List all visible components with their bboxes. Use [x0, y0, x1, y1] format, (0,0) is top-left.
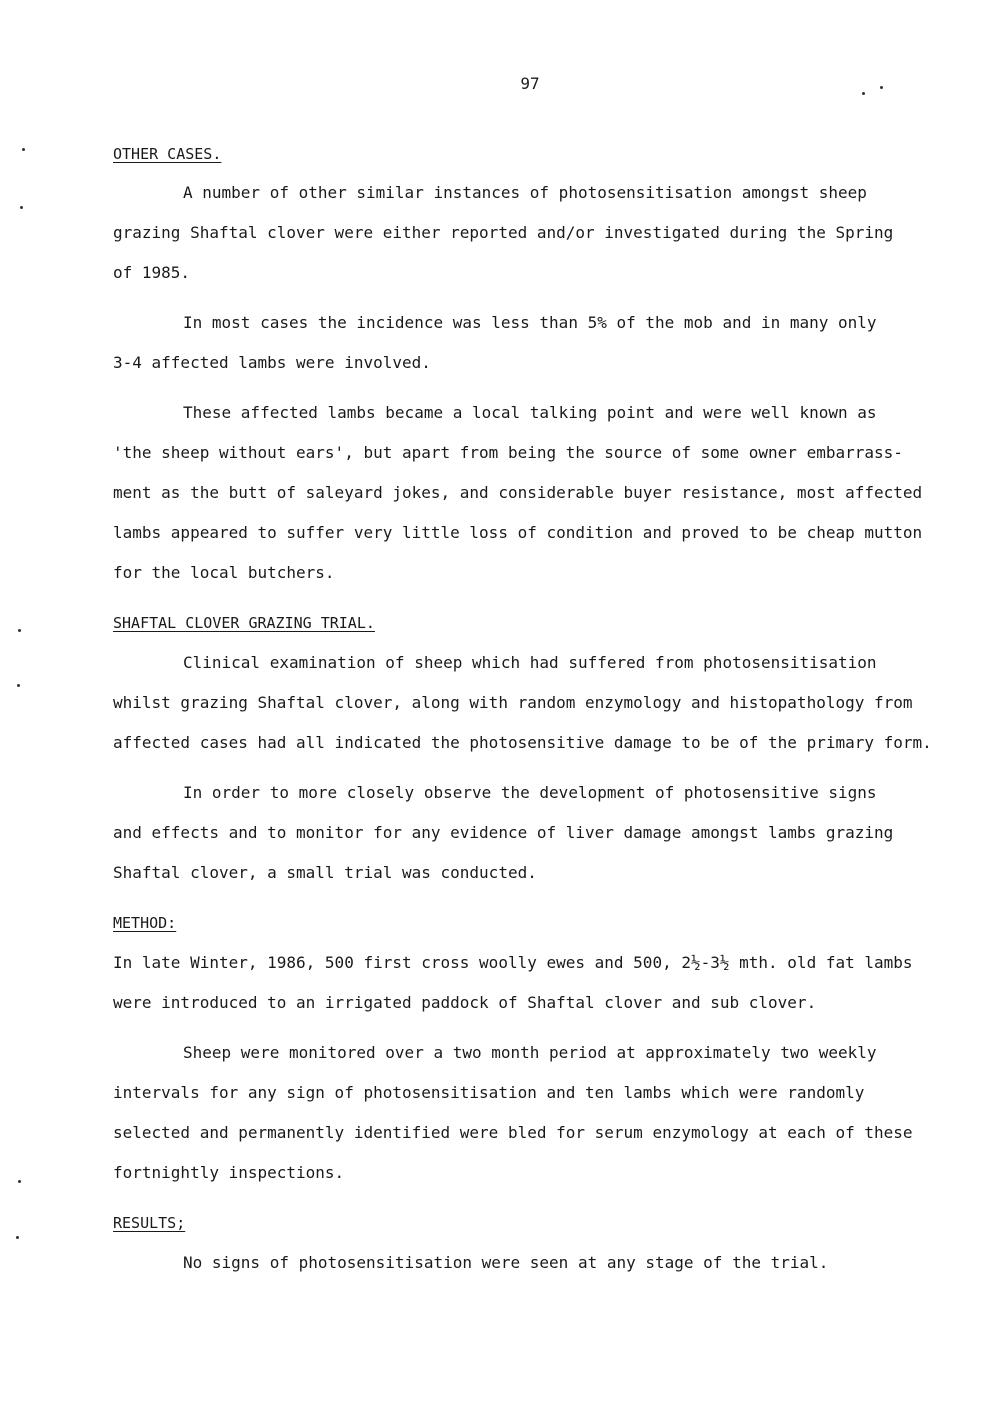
text-line: 3-4 affected lambs were involved.: [113, 353, 431, 372]
text-line: Sheep were monitored over a two month period at approximately two weekly: [183, 1043, 877, 1062]
text-line: In most cases the incidence was less than 5% of the mob and in many only: [183, 313, 877, 332]
text-line: selected and permanently identified were bled for serum enzymology at each of these: [113, 1123, 913, 1142]
scan-speck: [18, 1180, 21, 1183]
text-line: Shaftal clover, a small trial was conducted.: [113, 863, 537, 882]
text-line: Clinical examination of sheep which had suffered from photosensitisation: [183, 653, 877, 672]
text-line: grazing Shaftal clover were either reported and/or investigated during the Spring: [113, 223, 894, 242]
text-line: of 1985.: [113, 263, 191, 282]
scan-speck: [20, 206, 23, 209]
text-line: These affected lambs became a local talking point and were well known as: [183, 403, 877, 422]
text-line: and effects and to monitor for any evidence of liver damage amongst lambs grazing: [113, 823, 894, 842]
text-line: ment as the butt of saleyard jokes, and considerable buyer resistance, most affected: [113, 483, 923, 502]
text-line: In order to more closely observe the development of photosensitive signs: [183, 783, 877, 802]
scan-speck: [17, 684, 20, 687]
heading-method: METHOD:: [113, 914, 177, 932]
text-line: were introduced to an irrigated paddock of Shaftal clover and sub clover.: [113, 993, 817, 1012]
page-number: 97: [520, 74, 540, 93]
text-line: No signs of photosensitisation were seen at any stage of the trial.: [183, 1253, 829, 1272]
text-line: A number of other similar instances of photosensitisation amongst sheep: [183, 183, 867, 202]
heading-other-cases: OTHER CASES.: [113, 145, 222, 163]
text-line: In late Winter, 1986, 500 first cross woolly ewes and 500, 2½-3½ mth. old fat lambs: [113, 953, 913, 972]
text-line: for the local butchers.: [113, 563, 335, 582]
scan-speck: [862, 92, 865, 95]
text-line: lambs appeared to suffer very little loss of condition and proved to be cheap mutton: [113, 523, 923, 542]
heading-results: RESULTS;: [113, 1214, 186, 1232]
text-line: whilst grazing Shaftal clover, along with random enzymology and histopathology from: [113, 693, 913, 712]
scan-speck: [880, 86, 883, 89]
scan-speck: [22, 148, 25, 151]
text-line: intervals for any sign of photosensitisation and ten lambs which were randomly: [113, 1083, 865, 1102]
scan-speck: [16, 1236, 19, 1239]
text-line: affected cases had all indicated the photosensitive damage to be of the primary form.: [113, 733, 932, 752]
text-line: fortnightly inspections.: [113, 1163, 345, 1182]
text-line: 'the sheep without ears', but apart from being the source of some owner embarrass-: [113, 443, 903, 462]
heading-grazing-trial: SHAFTAL CLOVER GRAZING TRIAL.: [113, 614, 375, 632]
scan-speck: [18, 629, 21, 632]
